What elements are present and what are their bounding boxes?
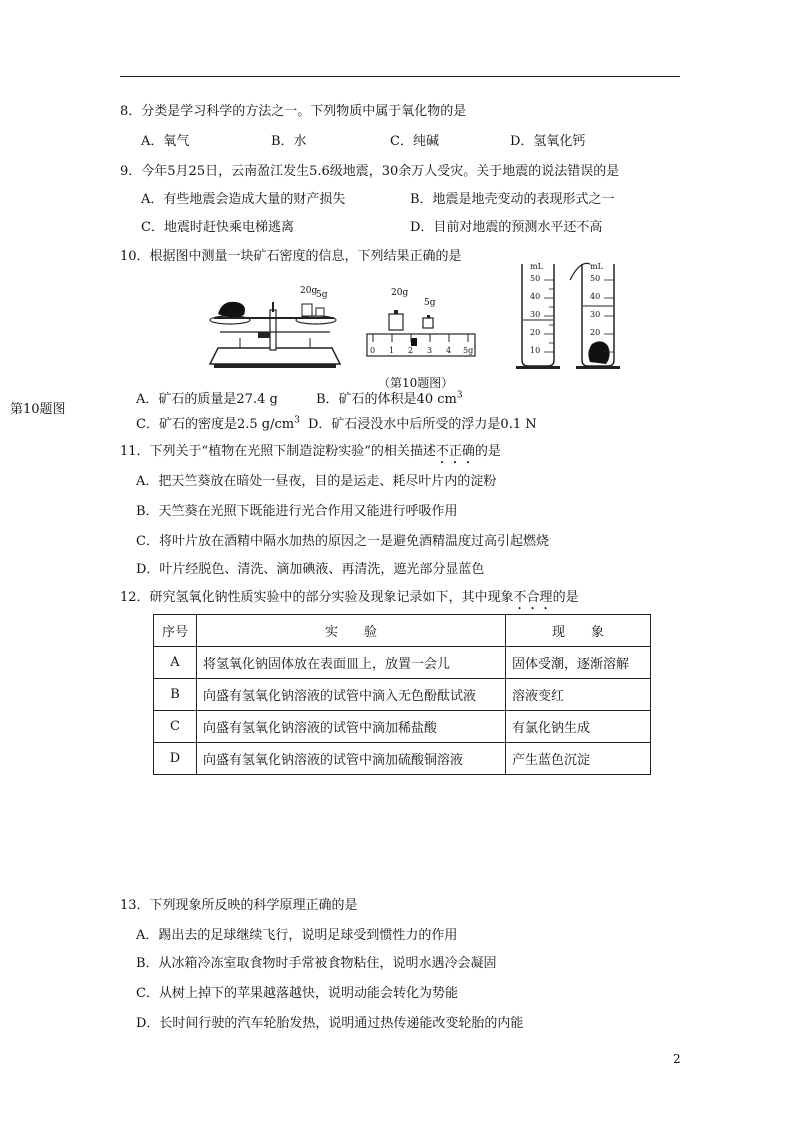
q13-option-c: C．从树上掉下的苹果越落越快，说明动能会转化为势能 [136,986,458,1001]
q8-option-d: D．氢氧化钙 [510,134,586,149]
row-experiment: 将氢氧化钠固体放在表面皿上，放置一会儿 [197,647,506,679]
q10-stem: 10．根据图中测量一块矿石密度的信息，下列结果正确的是 [120,249,462,264]
cylinder-left-tick-50: 50 [530,274,541,283]
table-row [154,743,651,775]
weight-5g-label: 5g [424,298,436,308]
row-index: B [154,679,197,711]
q13-option-b: B．从冰箱冷冻室取食物时手常被食物粘住，说明水遇冷会凝固 [136,956,497,971]
q9-option-b: B．地震是地壳变动的表现形式之一 [410,192,615,207]
table-row [154,647,651,679]
row-experiment: 向盛有氢氧化钠溶液的试管中滴加稀盐酸 [197,711,506,743]
header-experiment: 实 验 [197,615,506,647]
q10-option-a: A．矿石的质量是27.4 g [136,392,278,407]
weights-scale-figure [365,300,477,362]
table-row [154,679,651,711]
page-number: 2 [673,1052,681,1066]
balance-weight-5g-label: 5g [316,290,328,300]
balance-weight-20g-label: 20g [300,286,318,296]
q12-table [153,614,651,775]
cylinder-left-tick-10: 10 [530,346,541,355]
row-phenomenon: 有氯化钠生成 [506,711,651,743]
row-experiment: 向盛有氢氧化钠溶液的试管中滴加硫酸铜溶液 [197,743,506,775]
scale-tick-3: 3 [427,346,433,355]
header-phenomenon: 现 象 [506,615,651,647]
row-phenomenon: 溶液变红 [506,679,651,711]
q10-option-c: C．矿石的密度是2.5 $g/cm^3$ [136,415,300,432]
row-experiment: 向盛有氢氧化钠溶液的试管中滴入无色酚酞试液 [197,679,506,711]
q12-stem: 12．研究氢氧化钠性质实验中的部分实验及现象记录如下，其中现象不合理的是 [120,590,579,605]
header-rule [120,76,680,77]
q11-stem: 11．下列关于“植物在光照下制造淀粉实验”的相关描述不正确的是 [120,444,501,459]
cylinder-right-tick-30: 30 [590,310,601,319]
header-index: 序号 [154,615,197,647]
q8-option-c: C．纯碱 [390,134,439,149]
q9-stem: 9．今年5月25日，云南盈江发生5.6级地震，30余万人受灾。关于地震的说法错误的是 [120,164,620,179]
q11-option-d: D．叶片经脱色、清洗、滴加碘液、再清洗，遮光部分显蓝色 [136,562,485,577]
scale-tick-1: 1 [389,346,395,355]
q11-option-b: B．天竺葵在光照下既能进行光合作用又能进行呼吸作用 [136,504,458,519]
cylinders-figure [510,258,620,370]
q8-option-a: A．氧气 [141,134,190,149]
cylinder-left-unit: mL [530,262,543,271]
cylinder-left-tick-20: 20 [530,328,541,337]
q10-option-b: B．矿石的体积是40 $cm^3$ [316,390,463,407]
weight-20g-label: 20g [391,288,409,298]
scale-tick-5g: 5g [463,346,474,355]
cylinder-left-tick-30: 30 [530,310,541,319]
q9-option-c: C．地震时赶快乘电梯逃离 [141,220,294,235]
cylinder-right-unit: mL [590,262,603,271]
q11-option-c: C．将叶片放在酒精中隔水加热的原因之一是避免酒精温度过高引起燃烧 [136,534,549,549]
scale-tick-4: 4 [446,346,452,355]
cylinder-right-tick-20: 20 [590,328,601,337]
scale-tick-2: 2 [408,346,414,355]
cylinder-right-tick-10: 10 [590,346,601,355]
row-index: A [154,647,197,679]
table-row [154,711,651,743]
scale-tick-0: 0 [370,346,376,355]
cylinder-left-tick-40: 40 [530,292,541,301]
q13-option-a: A．踢出去的足球继续飞行，说明足球受到惯性力的作用 [136,928,458,943]
table-header-row [154,615,651,647]
q11-option-a: A．把天竺葵放在暗处一昼夜，目的是运走、耗尽叶片内的淀粉 [136,474,497,489]
q13-option-d: D．长时间行驶的汽车轮胎发热，说明通过热传递能改变轮胎的内能 [136,1016,524,1031]
row-phenomenon: 固体受潮，逐渐溶解 [506,647,651,679]
q10-figure-caption: （第10题图） [378,376,454,390]
q8-stem: 8．分类是学习科学的方法之一。下列物质中属于氧化物的是 [120,104,467,119]
row-index: D [154,743,197,775]
row-phenomenon: 产生蓝色沉淀 [506,743,651,775]
row-index: C [154,711,197,743]
side-figure-label: 第10题图 [10,402,66,417]
q13-stem: 13．下列现象所反映的科学原理正确的是 [120,898,358,913]
q8-option-b: B．水 [271,134,307,149]
q10-option-d: D．矿石浸没水中后所受的浮力是0.1 N [308,417,537,432]
q9-option-d: D．目前对地震的预测水平还不高 [410,220,603,235]
q9-option-a: A．有些地震会造成大量的财产损失 [141,192,346,207]
cylinder-right-tick-50: 50 [590,274,601,283]
cylinder-right-tick-40: 40 [590,292,601,301]
